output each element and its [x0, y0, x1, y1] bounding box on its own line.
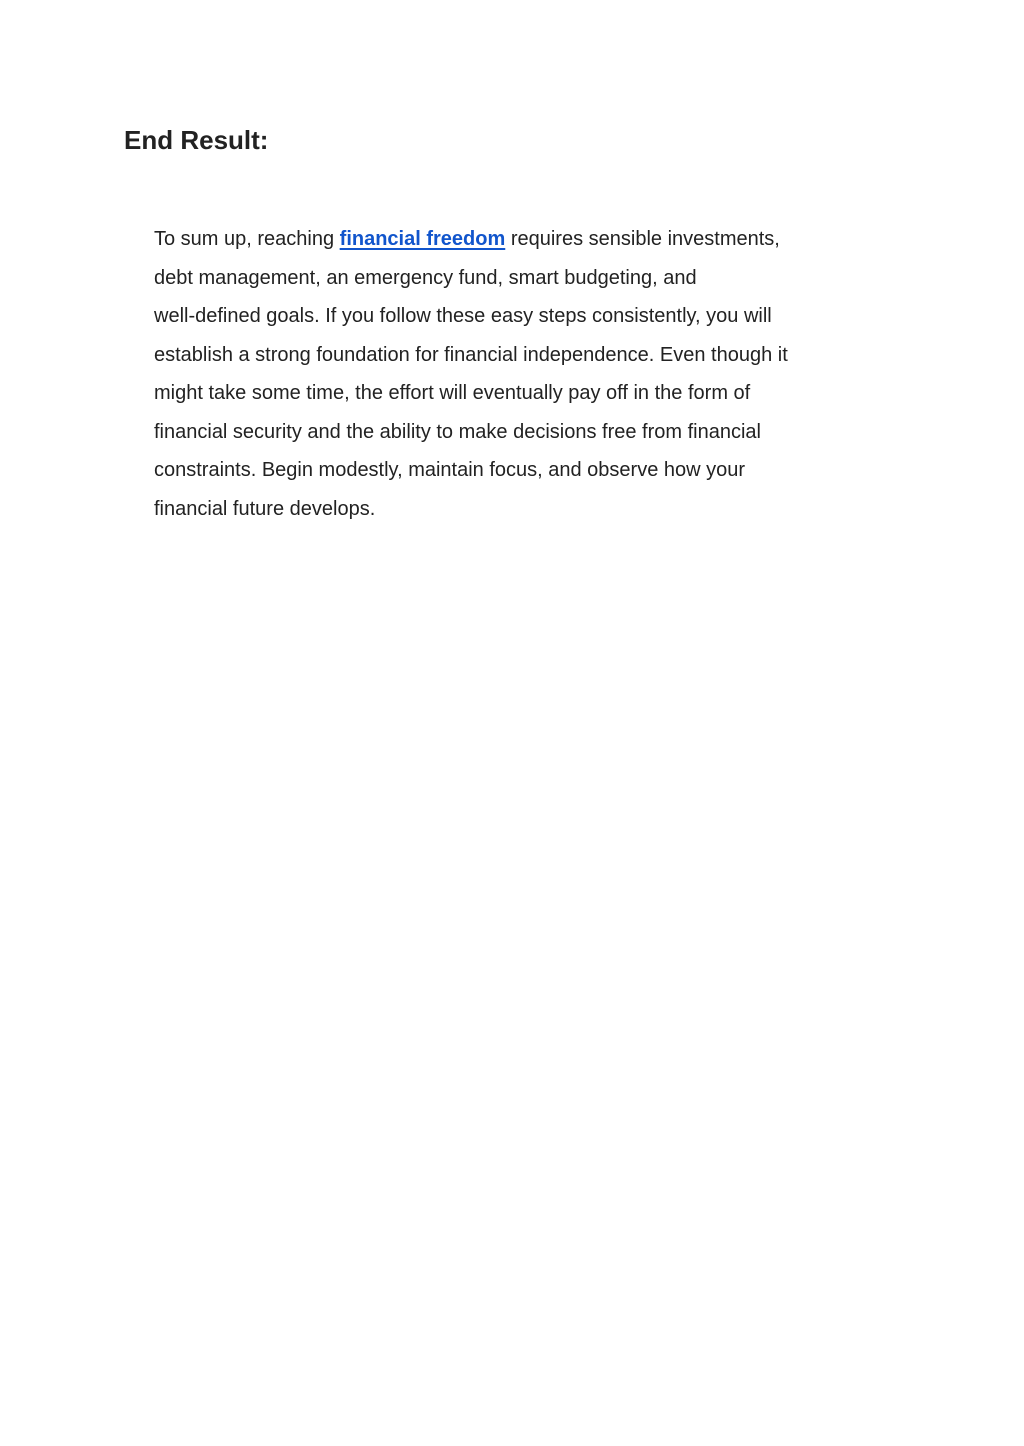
paragraph-line-2: debt management, an emergency fund, smart budgeting, and [154, 266, 697, 289]
financial-freedom-link[interactable]: financial freedom [339, 228, 506, 250]
paragraph-line-6: financial security and the ability to make decisions free from financial [154, 420, 761, 443]
text-after-link: requires sensible investments, [505, 228, 780, 250]
paragraph-line-1 [154, 220, 874, 259]
paragraph-line-7: constraints. Begin modestly, maintain focus, and observe how your [154, 459, 746, 481]
text-before-link: To sum up, reaching [154, 228, 340, 250]
section-heading: End Result: [124, 125, 269, 155]
paragraph-line-8: financial future develops. [154, 497, 376, 520]
paragraph-line-5: might take some time, the effort will eventually pay off in the form of [154, 382, 751, 404]
conclusion-paragraph [154, 220, 874, 528]
paragraph-line-3: well-defined goals. If you follow these easy steps consistently, you will [154, 305, 772, 327]
paragraph-line-4: establish a strong foundation for financial independence. Even though it [154, 343, 788, 366]
